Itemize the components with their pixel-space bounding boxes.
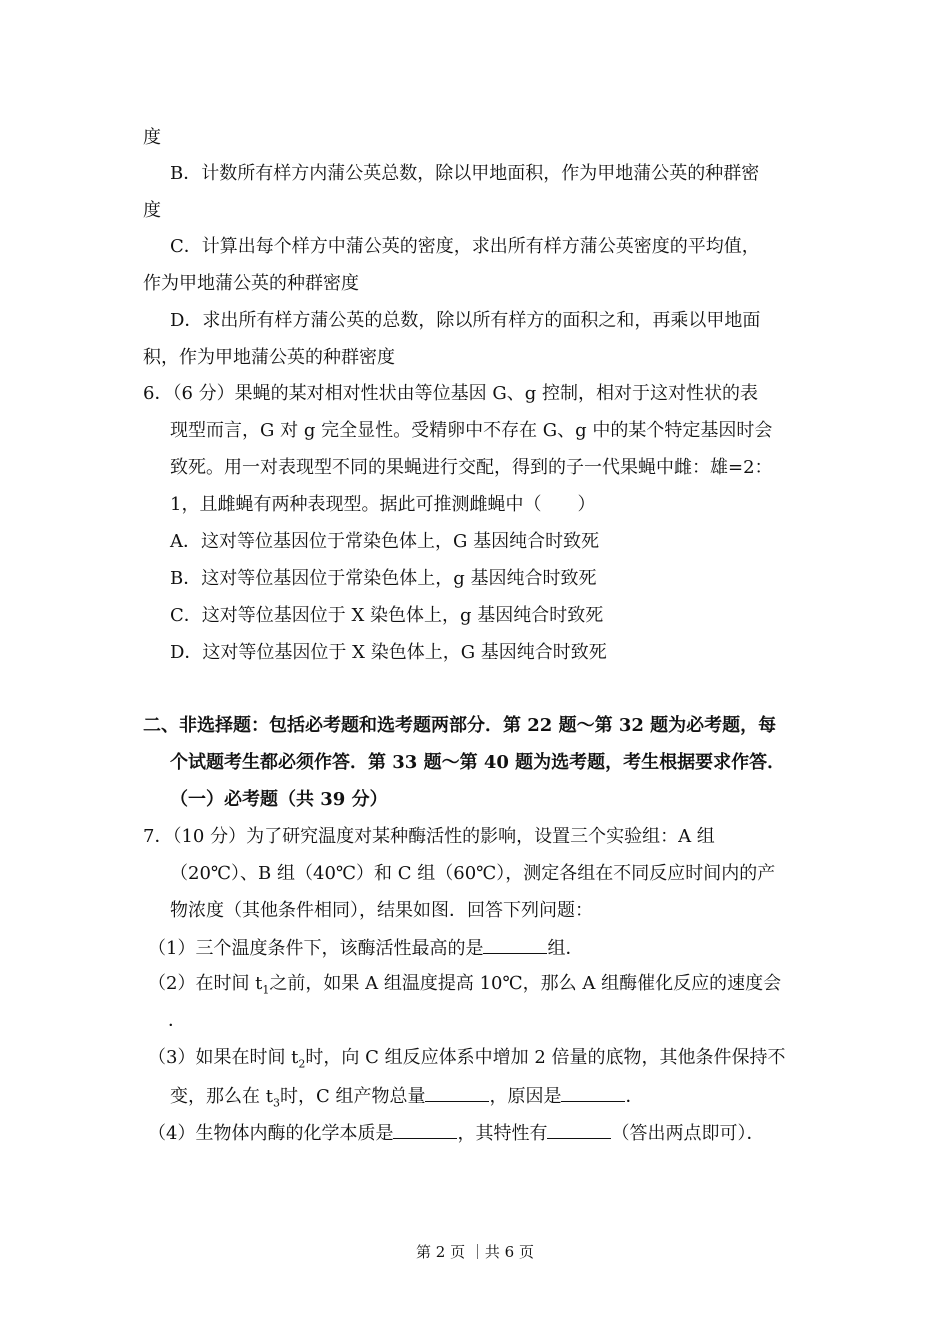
q7-part-2 [148,972,781,996]
answer-blank[interactable] [547,1120,611,1139]
q7-stem-line3: 物浓度（其他条件相同），结果如图．回答下列问题： [170,900,593,921]
q6-option-c: C．这对等位基因位于 X 染色体上，g 基因纯合时致死 [170,605,604,626]
q7-part3-text-a: （3）如果在时间 t [148,1047,299,1068]
q7-stem-line2: （20℃）、B 组（40℃）和 C 组（60℃），测定各组在不同反应时间内的产 [170,863,776,884]
q5-option-c-line1: C．计算出每个样方中蒲公英的密度，求出所有样方蒲公英密度的平均值， [170,236,760,257]
answer-blank[interactable] [425,1083,489,1102]
q7-part4-text-a: （4）生物体内酶的化学本质是 [148,1123,394,1144]
subscript-3: 3 [272,1096,280,1110]
page-footer: 第 2 页 ｜共 6 页 [416,1243,534,1261]
q7-part-4 [148,1120,764,1146]
q7-part-3-line2 [170,1083,643,1109]
q6-stem-line4: 1，且雌蝇有两种表现型。据此可推测雌蝇中（ ） [170,494,596,515]
q7-part4-text-b: ，其特性有 [457,1123,548,1144]
q5-option-b-line1: B．计数所有样方内蒲公英总数，除以甲地面积，作为甲地蒲公英的种群密 [170,163,760,184]
answer-blank[interactable] [561,1083,625,1102]
q7-part3-text-b: 时，向 C 组反应体系中增加 2 倍量的底物，其他条件保持不 [305,1047,786,1068]
q7-part1-end: 组． [547,938,584,959]
q7-part4-text-c: （答出两点即可）． [611,1123,765,1144]
q5-option-b-line2: 度 [143,200,161,221]
q6-option-d: D．这对等位基因位于 X 染色体上，G 基因纯合时致死 [170,642,607,663]
q5-option-c-line2: 作为甲地蒲公英的种群密度 [143,273,359,294]
q7-part1-text: （1）三个温度条件下，该酶活性最高的是 [148,938,484,959]
q5-option-d-line1: D．求出所有样方蒲公英的总数，除以所有样方的面积之和，再乘以甲地面 [170,310,761,331]
answer-blank[interactable] [393,1120,457,1139]
section-2-line1: 二、非选择题：包括必考题和选考题两部分．第 22 题～第 32 题为必考题，每 [143,715,777,736]
q6-stem-line3: 致死。用一对表现型不同的果蝇进行交配，得到的子一代果蝇中雌：雄=2： [170,457,773,478]
answer-blank[interactable] [483,935,547,954]
section-2-subheading: （一）必考题（共 39 分） [170,789,388,810]
q6-option-b: B．这对等位基因位于常染色体上，g 基因纯合时致死 [170,568,597,589]
section-2-line2: 个试题考生都必须作答．第 33 题～第 40 题为选考题，考生根据要求作答． [170,752,786,773]
q7-part3-text-d: 时，C 组产物总量 [279,1086,426,1107]
q6-option-a: A．这对等位基因位于常染色体上，G 基因纯合时致死 [170,531,600,552]
q7-part2-text-b: 之前，如果 A 组温度提高 10℃，那么 A 组酶催化反应的速度会 [269,973,782,994]
q7-part-1 [148,935,583,961]
q5-option-d-line2: 积，作为甲地蒲公英的种群密度 [143,347,395,368]
q7-part3-end: ． [625,1086,644,1107]
q6-stem-line1: 6．（6 分）果蝇的某对相对性状由等位基因 G、g 控制，相对于这对性状的表 [143,383,758,404]
q5-a-end: 度 [143,127,161,148]
q6-stem-line2: 现型而言，G 对 g 完全显性。受精卵中不存在 G、g 中的某个特定基因时会 [170,420,773,441]
q7-part2-text-a: （2）在时间 t [148,973,263,994]
subscript-2: 2 [298,1057,306,1071]
q7-part-3-line1 [148,1046,786,1070]
q7-stem-line1: 7．（10 分）为了研究温度对某种酶活性的影响，设置三个实验组：A 组 [143,826,715,847]
subscript-1: 1 [262,983,270,997]
q7-part3-text-c: 变，那么在 t [170,1086,273,1107]
q7-part3-text-e: ，原因是 [489,1086,562,1107]
q7-part2-end: ． [168,1010,186,1031]
